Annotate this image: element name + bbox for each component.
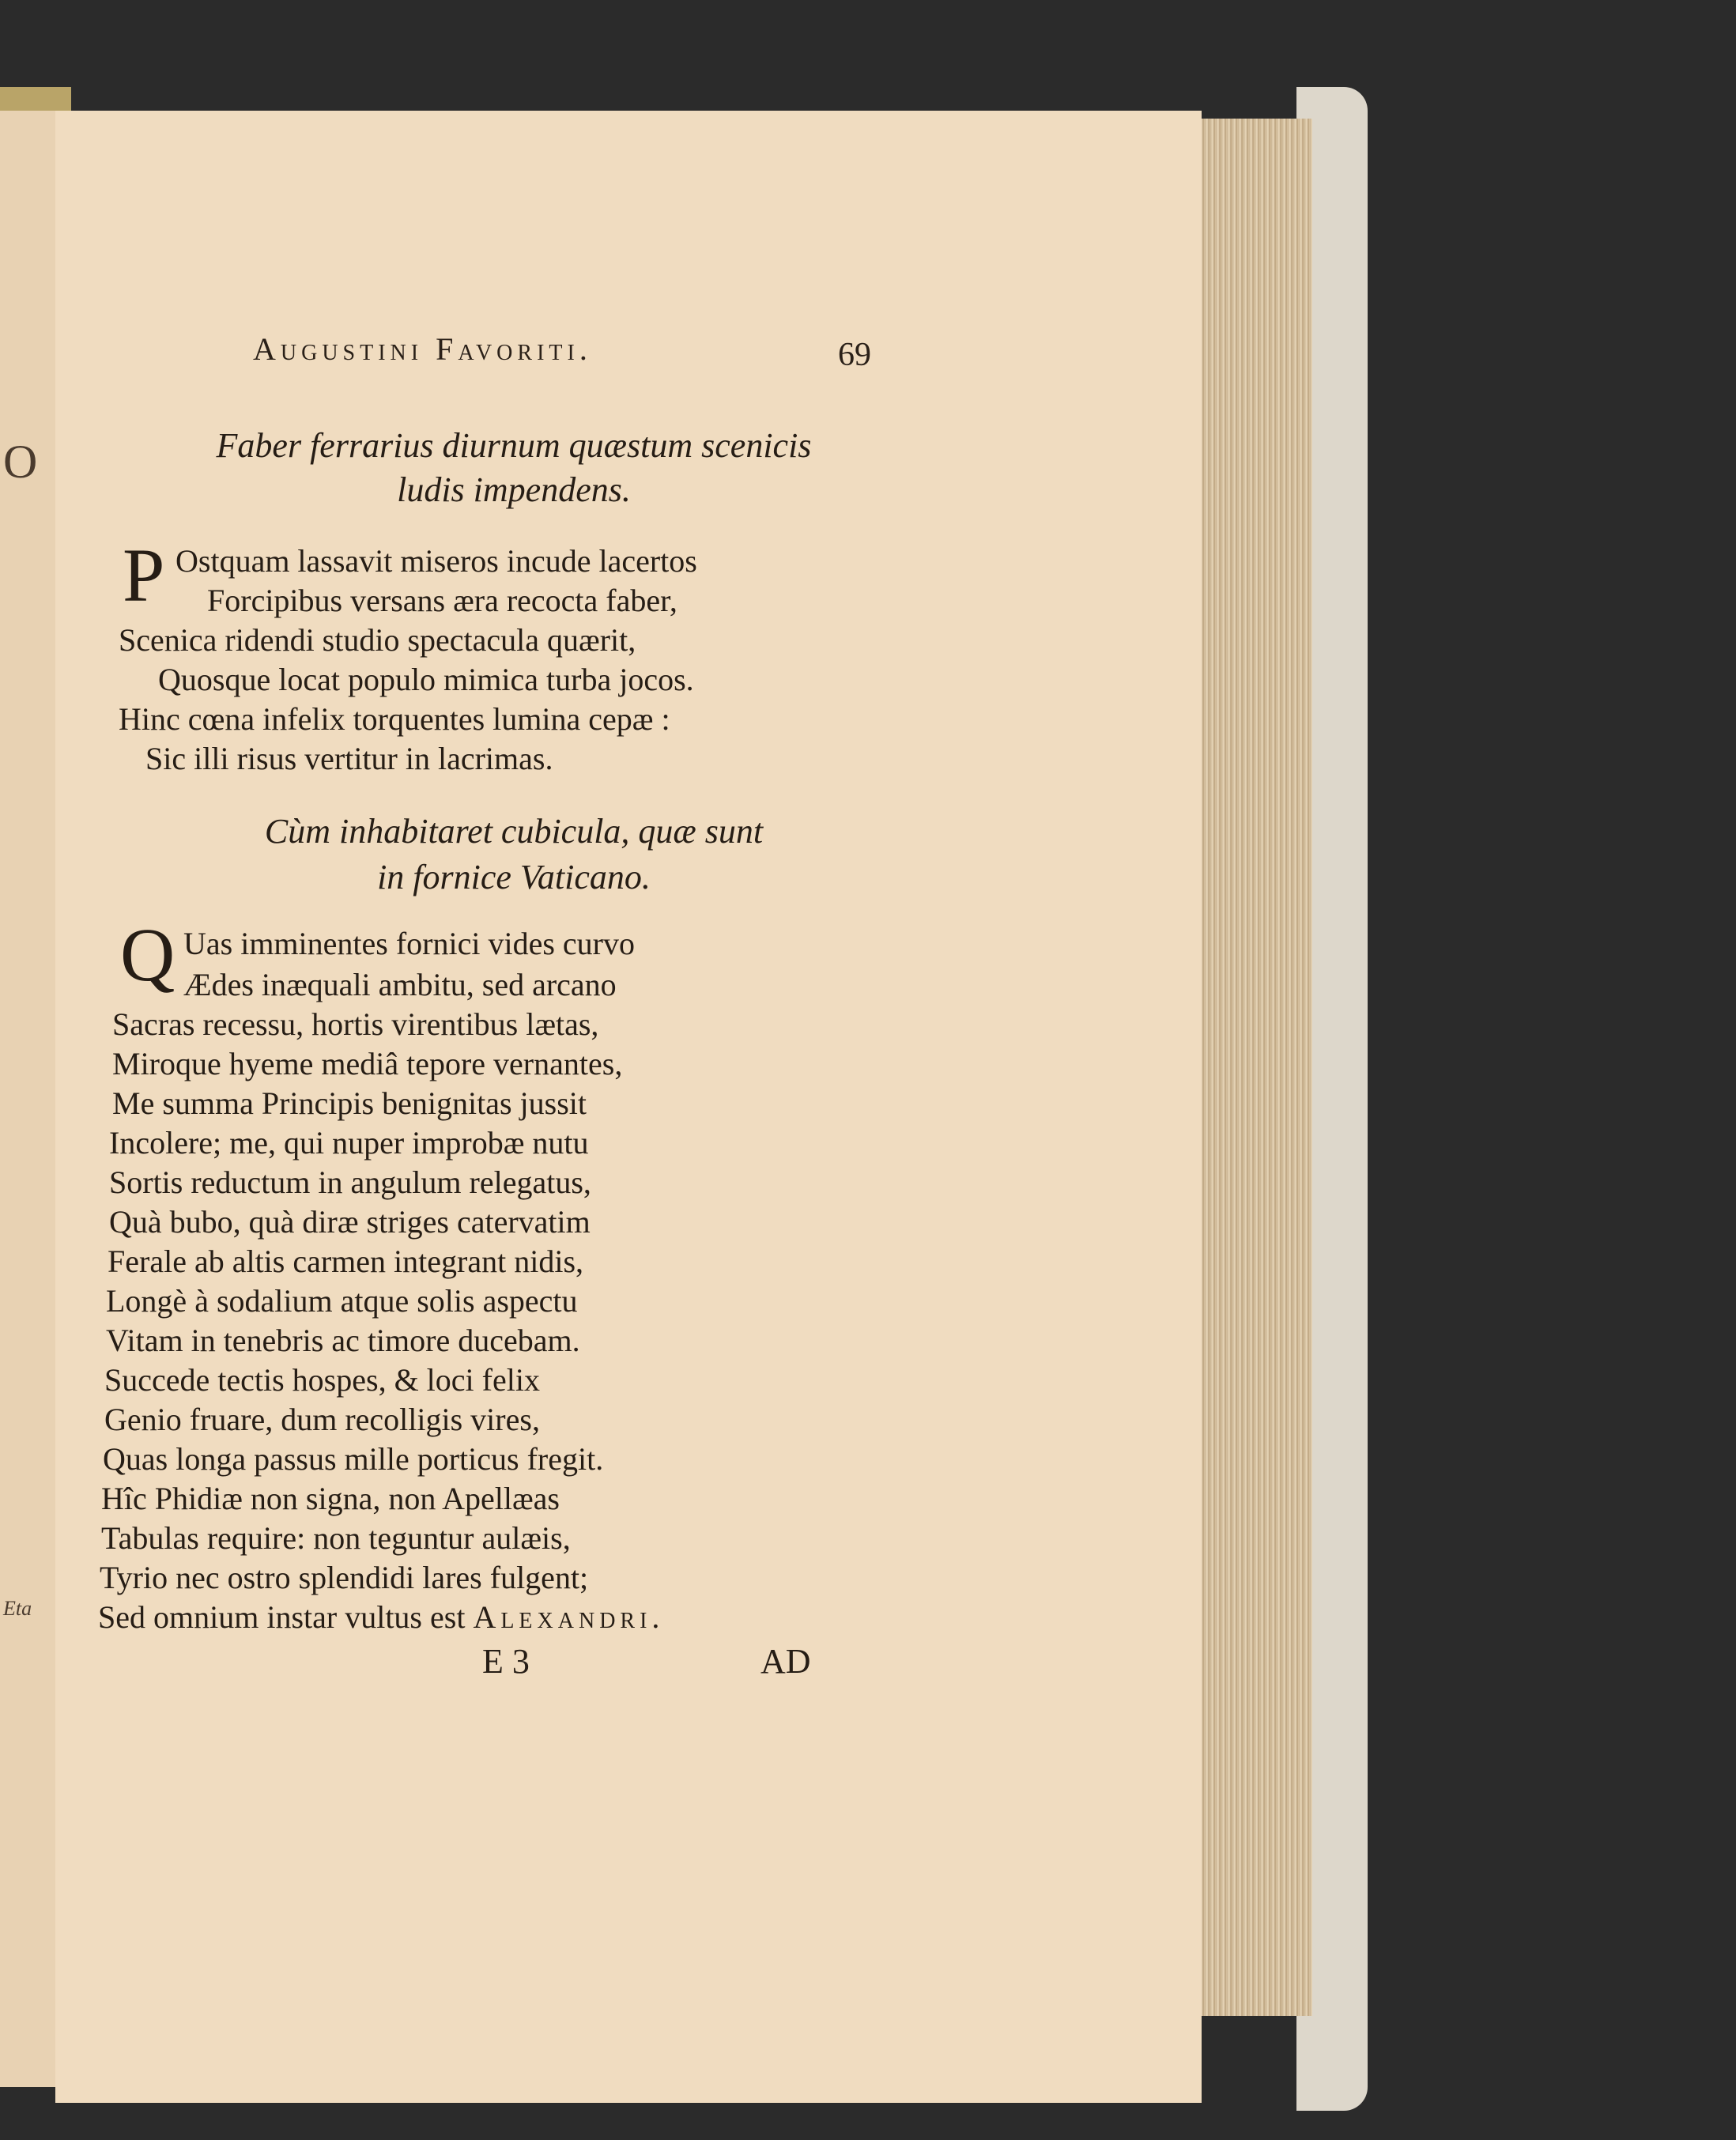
verse-line: Quà bubo, quà diræ striges catervatim	[109, 1204, 591, 1240]
verse-line: Incolere; me, qui nuper improbæ nutu	[109, 1125, 589, 1161]
verse-line: Miroque hyeme mediâ tepore vernantes,	[112, 1046, 623, 1081]
verse-line: Hinc cœna infelix torquentes lumina cepæ :	[119, 701, 670, 737]
verse-line: Ferale ab altis carmen integrant nidis,	[108, 1244, 584, 1279]
drop-cap-initial: Q	[120, 912, 175, 997]
verse-line: Vitam in tenebris ac timore ducebam.	[106, 1323, 580, 1358]
poem2-title-line1: Cùm inhabitaret cubicula, quæ sunt	[264, 812, 764, 851]
verse-line-last	[98, 1598, 664, 1636]
verse-line: Ædes inæquali ambitu, sed arcano	[183, 967, 617, 1002]
verse-line: Genio fruare, dum recolligis vires,	[104, 1402, 540, 1437]
verse-line: Succede tectis hospes, & loci felix	[104, 1362, 540, 1398]
poem2-title-line2: in fornice Vaticano.	[377, 858, 651, 896]
verse-line: Uas imminentes fornici vides curvo	[183, 926, 635, 961]
signature-mark: E 3	[482, 1642, 530, 1681]
verse-line: Forcipibus versans æra recocta faber,	[207, 583, 677, 618]
verse-line: Longè à sodalium atque solis aspectu	[106, 1283, 578, 1319]
verse-line: Ostquam lassavit miseros incude lacertos	[175, 543, 697, 579]
verse-line: Me summa Principis benignitas jussit	[112, 1085, 587, 1121]
poem1-title-line2: ludis impendens.	[397, 470, 631, 509]
verse-line: Quas longa passus mille porticus fregit.	[103, 1441, 604, 1477]
verse-line: Sacras recessu, hortis virentibus lætas,	[112, 1006, 599, 1042]
page-number: 69	[838, 337, 871, 373]
poem1-title-line1: Faber ferrarius diurnum quæstum scenicis	[216, 426, 812, 465]
catchword: AD	[760, 1642, 811, 1681]
verse-line: Hîc Phidiæ non signa, non Apellæas	[101, 1481, 560, 1516]
facing-page-fragment: O	[3, 436, 38, 488]
verse-line: Sic illi risus vertitur in lacrimas.	[145, 741, 553, 776]
verse-line: Sortis reductum in angulum relegatus,	[109, 1164, 591, 1200]
verse-line: Scenica ridendi studio spectacula quærit,	[119, 622, 636, 658]
verse-line: Tyrio nec ostro splendidi lares fulgent;	[100, 1560, 589, 1595]
verse-line: Quosque locat populo mimica turba jocos.	[158, 662, 694, 697]
page-block-edge	[1194, 119, 1312, 2016]
verse-line: Tabulas require: non teguntur aulæis,	[101, 1520, 571, 1556]
drop-cap-initial: P	[123, 533, 165, 617]
facing-page-fragment: Eta	[3, 1597, 32, 1620]
binding-thread	[0, 87, 71, 111]
facing-page-edge	[0, 95, 61, 2087]
running-head: Augustini Favoriti.	[253, 331, 592, 367]
name-alexandri: Alexandri.	[473, 1599, 665, 1635]
verse-text: Sed omnium instar vultus est	[98, 1599, 466, 1635]
